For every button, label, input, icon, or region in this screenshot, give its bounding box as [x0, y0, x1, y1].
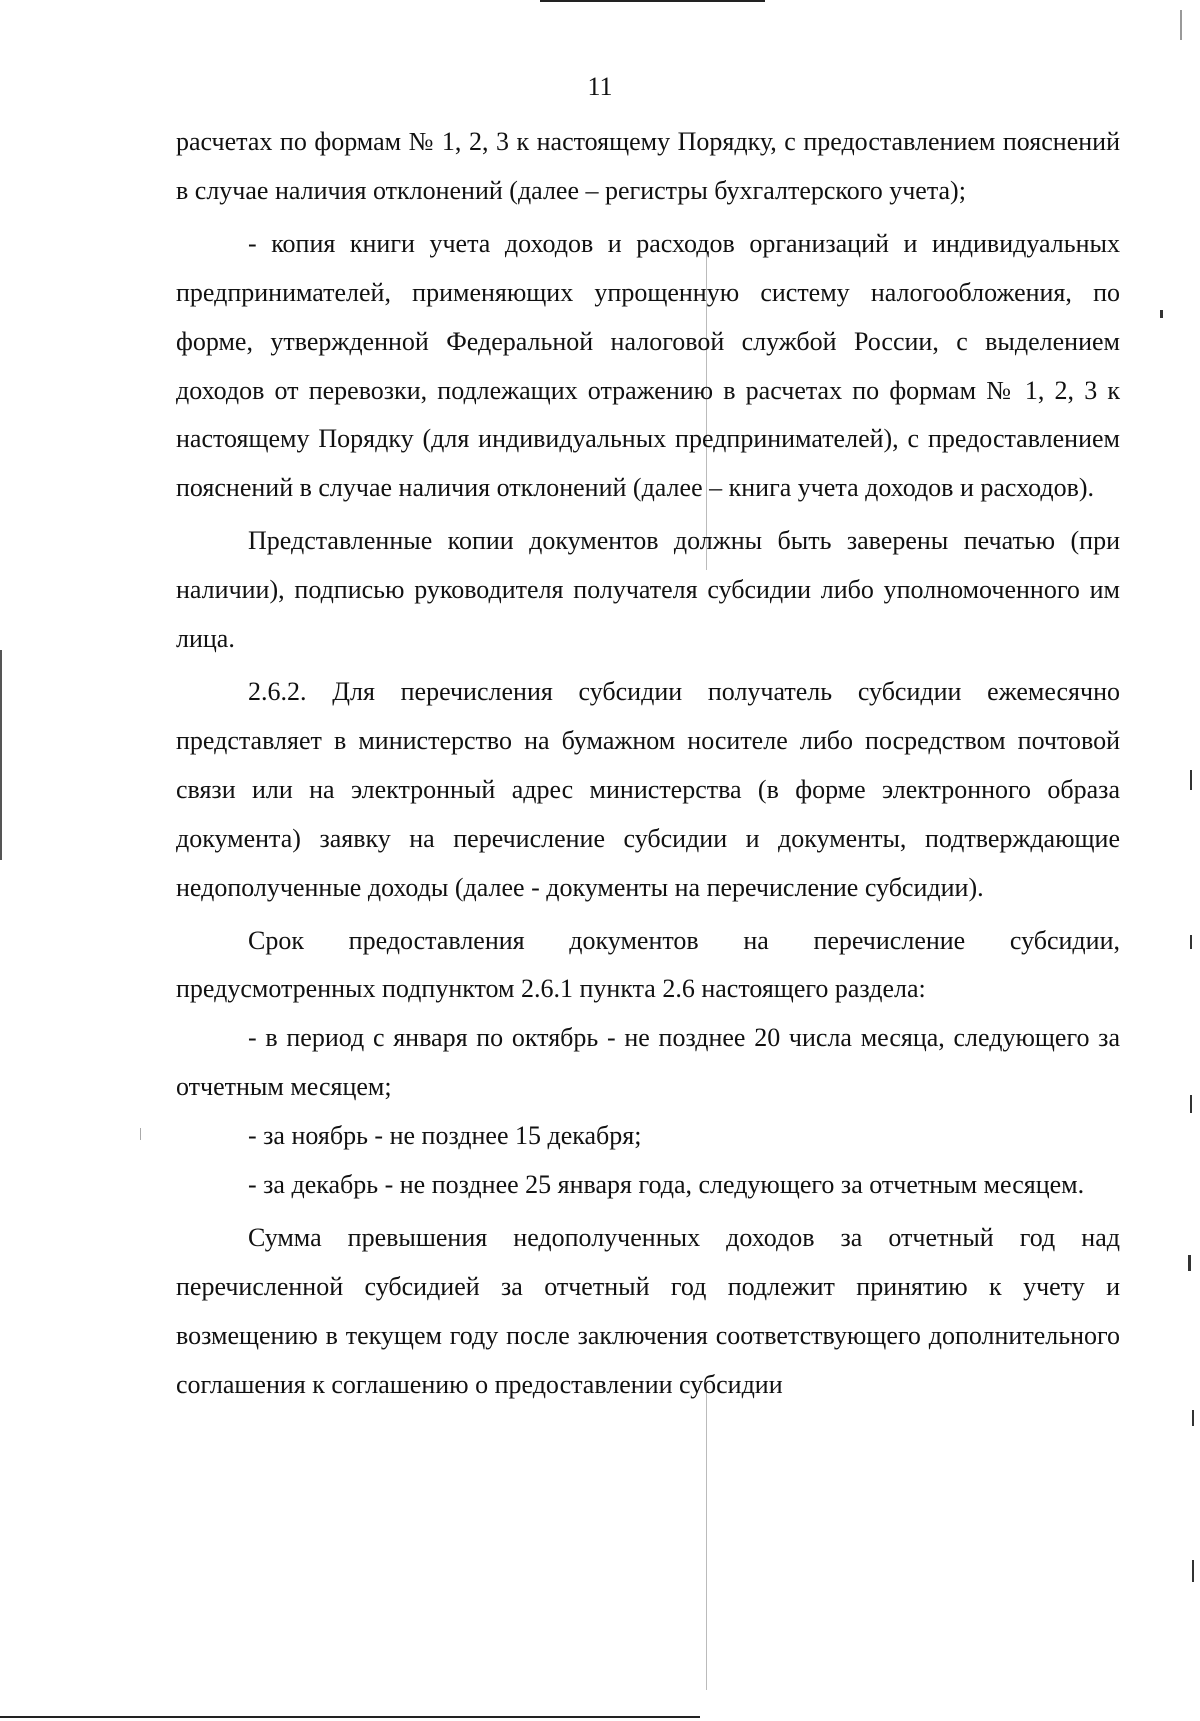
list-item-december: - за декабрь - не позднее 25 января года, следующего за отчетным месяцем.	[248, 1170, 1085, 1200]
scan-speck	[1160, 310, 1163, 318]
scan-speck	[1192, 1410, 1194, 1426]
paragraph-excess-amount: Сумма превышения недополученных доходов за отчетный год над перечисленной субсидией за отчетный год подлежит принятию к учету и возмещению в текущем году после заключения соответствующего дополнительного соглашения к соглашению о предоставлении субсидии	[176, 1222, 1120, 1399]
scan-left-edge	[0, 650, 2, 860]
list-item-november: - за ноябрь - не позднее 15 декабря;	[248, 1121, 642, 1151]
scan-speck	[1180, 10, 1182, 40]
paragraph-2-6-2: 2.6.2. Для перечисления субсидии получатель субсидии ежемесячно представляет в министерство на бумажном носителе либо посредством почтовой связи или на электронный адрес министерства (в форме электронного образа документа) заявку на перечисление субсидии и документы, подтверждающие недополученные доходы (далее - документы на перечисление субсидии).	[176, 676, 1120, 902]
list-item-jan-oct: - в период с января по октябрь - не позднее 20 числа месяца, следующего за отчетным месяцем;	[176, 1023, 1120, 1102]
scan-bottom-line	[0, 1716, 700, 1718]
scan-speck	[1192, 1560, 1194, 1582]
document-body	[176, 118, 1120, 1410]
scan-speck	[1190, 1095, 1192, 1113]
scan-center-fold-lower	[706, 1390, 707, 1690]
paragraph-certification: Представленные копии документов должны быть заверены печатью (при наличии), подписью руководителя получателя субсидии либо уполномоченного им лица.	[176, 526, 1120, 654]
scan-speck	[1188, 1255, 1191, 1271]
paragraph-income-book: - копия книги учета доходов и расходов организаций и индивидуальных предпринимателей, применяющих упрощенную систему налогообложения, по форме, утвержденной Федеральной налоговой службой России, с выделением доходов от перевозки, подлежащих отражению в расчетах по формам № 1, 2, 3 к настоящему Порядку (для индивидуальных предпринимателей), с предоставлением пояснений в случае наличия отклонений (далее – книга учета доходов и расходов).	[176, 228, 1120, 503]
scan-speck	[140, 1128, 141, 1140]
scan-speck	[1190, 935, 1192, 949]
page-number: 11	[587, 72, 613, 101]
scan-speck	[1190, 770, 1192, 790]
paragraph-registers-continuation: расчетах по формам № 1, 2, 3 к настоящему Порядку, с предоставлением пояснений в случае наличия отклонений (далее – регистры бухгалтерского учета);	[176, 127, 1120, 205]
scan-top-line	[540, 0, 765, 2]
paragraph-submission-deadline: Срок предоставления документов на перечисление субсидии, предусмотренных подпунктом 2.6.1 пункта 2.6 настоящего раздела:	[176, 925, 1120, 1004]
